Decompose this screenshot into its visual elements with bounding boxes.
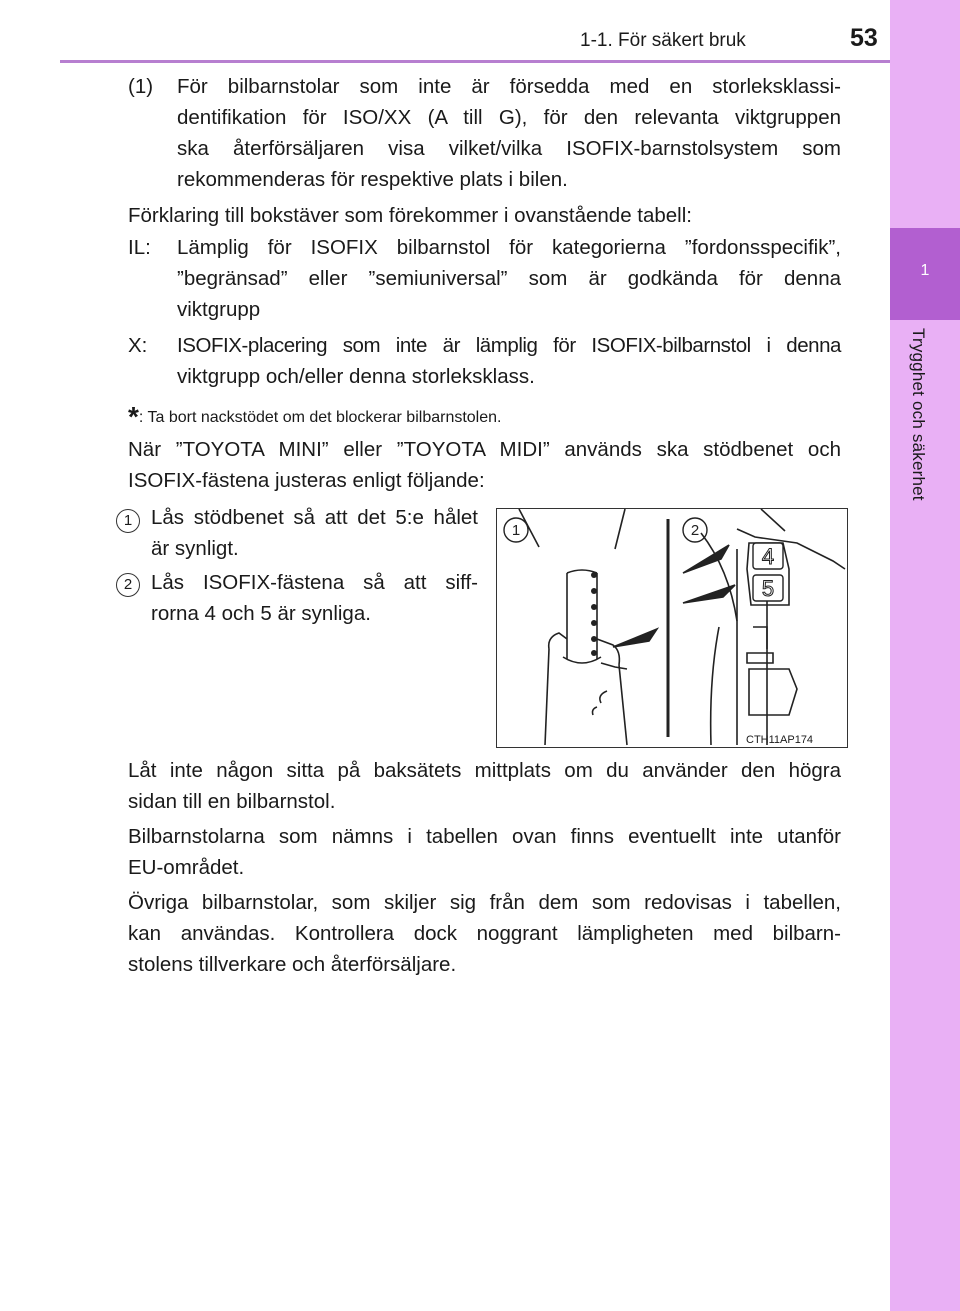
step-2-line: Lås ISOFIX-fästena så att siff- xyxy=(151,571,478,594)
lever xyxy=(600,691,607,703)
step-2-number: 2 xyxy=(116,573,140,597)
x-line: viktgrupp och/eller denna storleksklass. xyxy=(177,365,535,388)
paragraph-line: Låt inte någon sitta på baksätets mittplats om du använder den högra xyxy=(128,759,841,782)
chapter-title: Trygghet och säkerhet xyxy=(909,328,928,501)
leg-hole xyxy=(591,604,597,610)
callout-1: 1 xyxy=(511,522,521,539)
leg-hole xyxy=(591,572,597,578)
digit-4: 4 xyxy=(761,544,775,569)
leg-hole xyxy=(591,650,597,656)
footnote xyxy=(128,397,502,432)
arrow-to-hole xyxy=(613,629,657,647)
paragraph-line: EU-området. xyxy=(128,856,245,879)
latch xyxy=(747,653,773,663)
item-1-line: För bilbarnstolar som inte är försedda med en storleksklassi- xyxy=(177,75,841,98)
chapter-number: 1 xyxy=(920,262,930,279)
foot-left xyxy=(549,633,567,649)
il-line: viktgrupp xyxy=(177,298,261,321)
page-number: 53 xyxy=(850,24,878,52)
figure-code: CTH11AP174 xyxy=(746,734,814,746)
seat-contour xyxy=(701,533,737,621)
base-right xyxy=(619,665,627,745)
paragraph-line: kan användas. Kontrollera dock noggrant lämpligheten med bilbarn- xyxy=(128,922,841,945)
paragraph-line: Övriga bilbarnstolar, som skiljer sig från dem som redovisas i tabellen, xyxy=(128,891,841,914)
connector xyxy=(753,627,767,649)
step-1-number: 1 xyxy=(116,509,140,533)
base-left xyxy=(545,649,549,745)
paragraph-line: stolens tillverkare och återförsäljare. xyxy=(128,953,457,976)
isofix-illustration xyxy=(496,508,848,748)
headrest-line-left xyxy=(519,509,539,547)
il-label: IL: xyxy=(128,236,151,259)
step-1-line: Lås stödbenet så att det 5:e hålet xyxy=(151,506,478,529)
step-2-line: rorna 4 och 5 är synliga. xyxy=(151,602,371,625)
bracket-line xyxy=(761,509,785,531)
leg-hole xyxy=(591,620,597,626)
paragraph-line: sidan till en bilbarnstol. xyxy=(128,790,336,813)
lever-hook xyxy=(593,707,598,715)
leg-hole xyxy=(591,588,597,594)
isofix-illustration-drawing xyxy=(497,509,847,747)
footnote-mark: * xyxy=(128,401,139,432)
paragraph-line: Bilbarnstolarna som nämns i tabellen ovan finns eventuellt inte utanför xyxy=(128,825,841,848)
headrest-line-right xyxy=(615,509,625,549)
callout-2: 2 xyxy=(690,522,700,539)
lock-pin xyxy=(601,663,627,669)
il-line: ”begränsad” eller ”semiuniversal” som är godkända för denna xyxy=(177,267,841,290)
step-1-line: är synligt. xyxy=(151,537,239,560)
digit-5: 5 xyxy=(761,576,775,601)
mini-midi-line: När ”TOYOTA MINI” eller ”TOYOTA MIDI” används ska stödbenet och xyxy=(128,438,841,461)
legend-intro: Förklaring till bokstäver som förekommer i ovanstående tabell: xyxy=(128,204,692,227)
x-line: ISOFIX-placering som inte är lämplig för ISOFIX-bilbarnstol i denna xyxy=(177,334,841,357)
chapter-tab-bar xyxy=(890,0,960,1311)
seat-lower xyxy=(711,627,719,745)
footnote-text: : Ta bort nackstödet om det blockerar bilbarnstolen. xyxy=(138,409,502,426)
arrow-to-5 xyxy=(683,585,735,603)
item-1-line: ska återförsäljaren visa vilket/vilka ISOFIX-barnstolsystem som xyxy=(177,137,841,160)
x-label: X: xyxy=(128,334,148,357)
mini-midi-line: ISOFIX-fästena justeras enligt följande: xyxy=(128,469,485,492)
section-title: 1-1. För säkert bruk xyxy=(580,30,746,51)
latch-body xyxy=(749,669,797,715)
leg-collar xyxy=(563,657,601,663)
il-line: Lämplig för ISOFIX bilbarnstol för kategorierna ”fordonsspecifik”, xyxy=(177,236,841,259)
header-rule xyxy=(60,60,890,63)
item-1-line: rekommenderas för respektive plats i bilen. xyxy=(177,168,568,191)
item-1-label: (1) xyxy=(128,75,154,98)
leg-hole xyxy=(591,636,597,642)
item-1-line: dentifikation för ISO/XX (A till G), för den relevanta viktgruppen xyxy=(177,106,841,129)
page-header xyxy=(0,0,890,62)
foot-right xyxy=(597,639,619,665)
